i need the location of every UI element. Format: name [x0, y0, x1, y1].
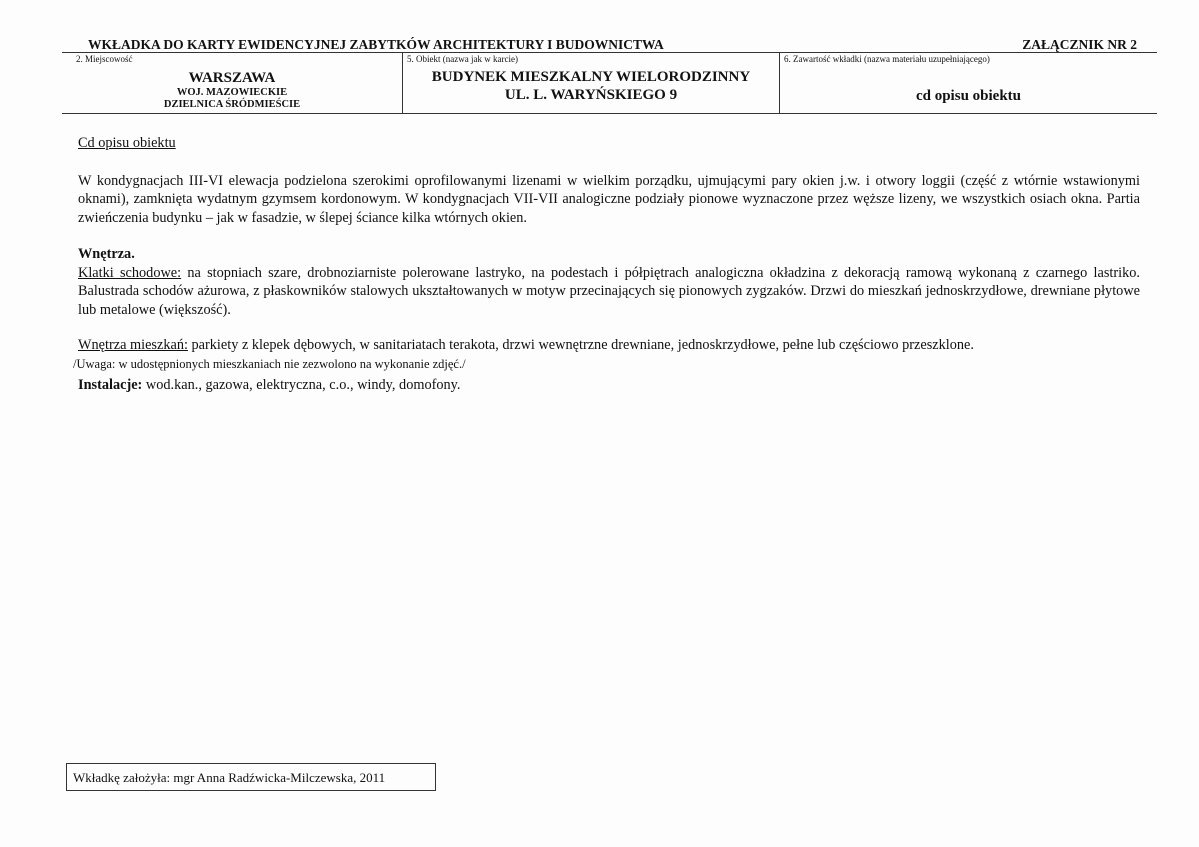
flats-text: parkiety z klepek dębowych, w sanitariatach terakota, drzwi wewnętrzne drewniane, jednoskrzydłowe, pełne lub częściowo przeszklone.	[187, 337, 974, 353]
paragraph-flats	[78, 336, 1140, 355]
attachment-number: ZAŁĄCZNIK NR 2	[1022, 37, 1137, 52]
content-value: cd opisu obiektu	[915, 88, 1022, 104]
object-label: 5. Obiekt (nazwa jak w karcie)	[407, 54, 518, 64]
district: DZIELNICA ŚRÓDMIEŚCIE	[163, 99, 301, 110]
flats-label: Wnętrza mieszkań:	[78, 337, 188, 353]
city: WARSZAWA	[188, 70, 276, 86]
object-cell	[402, 53, 779, 113]
stairs-label: Klatki schodowe:	[78, 264, 182, 281]
installations-label: Instalacje:	[78, 377, 143, 393]
stairs-text: na stopniach szare, drobnoziarniste polerowane lastryko, na podestach i półpiętrach analogiczna okładzina z dekoracją ramową wykonaną z czarnego lastriko. Balustrada schodów ażurowa, z płaskowników stalowych ukształtowanych w motyw przecinających się pionowych zygzaków. Drzwi do mieszkań jednoskrzydłowe, drewniane płytowe lub metalowe (większość).	[78, 264, 1140, 318]
content-label: 6. Zawartość wkładki (nazwa materiału uzupełniającego)	[784, 54, 990, 64]
object-name: BUDYNEK MIESZKALNY WIELORODZINNY	[431, 69, 751, 85]
document-body	[73, 134, 1140, 395]
paragraph-stairs	[78, 264, 1140, 320]
paragraph-installations	[78, 376, 1140, 395]
interiors-heading: Wnętrza.	[78, 246, 135, 262]
note: /Uwaga: w udostępnionych mieszkaniach nie zezwolono na wykonanie zdjęć./	[73, 356, 466, 371]
paragraph-facade: W kondygnacjach III-VI elewacja podzielona szerokimi oprofilowanymi lizenami w wielkim porządku, ujmującymi pary okien j.w. i otwory loggii (część z wtórnie wstawionymi oknami), zamknięta wydatnym gzymsem kordonowym. W kondygnacjach VII-VII analogiczne podziały pionowe wyznaczone przez węższe lizeny, we wszystkich osiach okna. Partia zwieńczenia budynku – jak w fasadzie, w ślepej ściance kilka wtórnych okien.	[78, 172, 1140, 226]
author-box: Wkładkę założyła: mgr Anna Radźwicka-Milczewska, 2011	[66, 763, 436, 791]
installations-text: wod.kan., gazowa, elektryczna, c.o., windy, domofony.	[142, 377, 461, 393]
document-title: WKŁADKA DO KARTY EWIDENCYJNEJ ZABYTKÓW ARCHITEKTURY I BUDOWNICTWA	[88, 37, 664, 52]
content-cell	[779, 53, 1157, 113]
object-address: UL. L. WARYŃSKIEGO 9	[504, 87, 678, 103]
voivodeship: WOJ. MAZOWIECKIE	[176, 87, 288, 98]
header-table	[62, 52, 1157, 114]
section-heading: Cd opisu obiektu	[78, 135, 176, 151]
location-cell	[62, 53, 402, 113]
location-label: 2. Miejscowość	[76, 54, 133, 64]
